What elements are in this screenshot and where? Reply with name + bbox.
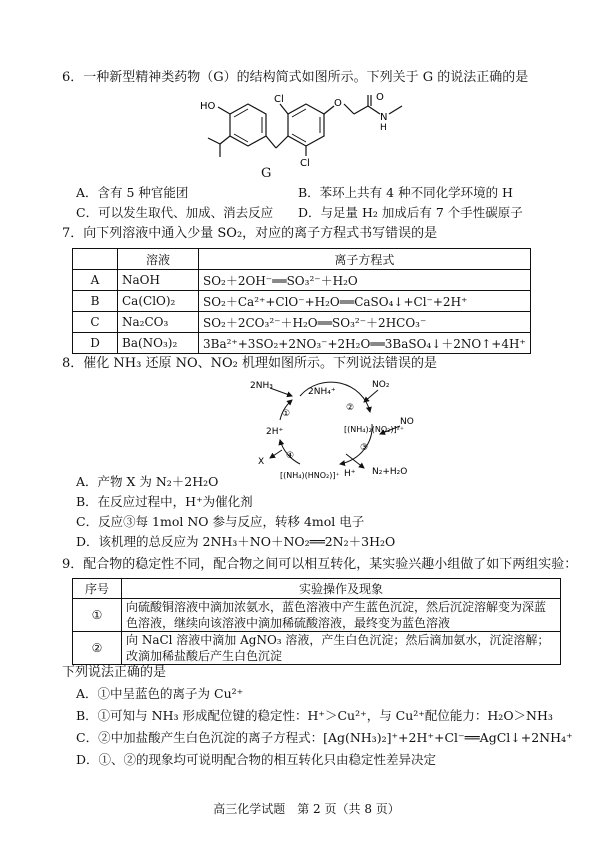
table-cell: A [73, 270, 118, 291]
q8-option-d: D．该机理的总反应为 2NH₃＋NO＋NO₂══2N₂＋3H₂O [76, 534, 396, 549]
table-row [73, 333, 531, 354]
q9-option-c: C．②中加盐酸产生白色沉淀的离子方程式：[Ag(NH₃)₂]⁺+2H⁺+Cl⁻══AgCl↓+2NH₄⁺ [76, 730, 573, 745]
table-cell: B [73, 291, 118, 312]
table-row [73, 312, 531, 333]
q8-mechanism-diagram [240, 372, 430, 484]
table-header-cell: 离子方程式 [199, 249, 531, 270]
table-cell: SO₂＋2OH⁻══SO₃²⁻＋H₂O [199, 270, 531, 291]
diagram-2h-label: 2H⁺ [266, 427, 284, 437]
q8-option-a: A．产物 X 为 N₂＋2H₂O [76, 474, 219, 489]
table-cell: NaOH [118, 270, 199, 291]
table-row [73, 270, 531, 291]
table-cell: D [73, 333, 118, 354]
molecule-label: G [261, 166, 272, 181]
q6-stem: 6．一种新型精神类药物（G）的结构简式如图所示。下列关于 G 的说法正确的是 [62, 70, 529, 85]
diagram-step3-label: ③ [360, 443, 369, 453]
cl-bottom-label: Cl [300, 158, 310, 169]
diagram-step2-label: ② [346, 403, 355, 413]
table-cell: Na₂CO₃ [118, 312, 199, 333]
q9-table [72, 578, 561, 665]
table-cell: SO₂＋2CO₃²⁻＋H₂O══SO₃²⁻＋2HCO₃⁻ [199, 312, 531, 333]
table-cell: 3Ba²⁺+3SO₂+2NO₃⁻+2H₂O══3BaSO₄↓＋2NO↑+4H⁺ [199, 333, 531, 354]
diagram-no-label: NO [400, 417, 414, 427]
amide-h-label: H [380, 123, 387, 133]
q6-option-c: C．可以发生取代、加成、消去反应 [76, 205, 274, 220]
q8-option-c: C．反应③每 1mol NO 参与反应，转移 4mol 电子 [76, 514, 365, 529]
q8-option-b: B．在反应过程中，H⁺为催化剂 [76, 494, 253, 509]
q9-ask: 下列说法正确的是 [62, 665, 167, 680]
q6-option-d: D．与足量 H₂ 加成后有 7 个手性碳原子 [298, 205, 523, 220]
diagram-h-label: H⁺ [344, 469, 356, 479]
table-cell: C [73, 312, 118, 333]
q7-table [72, 248, 531, 354]
table-cell: 向硫酸铜溶液中滴加浓氨水，蓝色溶液中产生蓝色沉淀，然后沉淀溶解变为深蓝色溶液，继续向该溶液中滴加稀硫酸溶液，最终变为蓝色溶液 [122, 599, 561, 632]
table-cell: SO₂＋Ca²⁺+ClO⁻+H₂O══CaSO₄↓+Cl⁻+2H⁺ [199, 291, 531, 312]
table-header-cell: 序号 [73, 579, 122, 599]
page-footer: 高三化学试题 第 2 页（共 8 页） [213, 802, 400, 816]
diagram-complex-label: [(NH₄)₂(NO₂)]²⁺ [344, 425, 405, 434]
carbonyl-o-label: O [376, 92, 384, 103]
diagram-2nh4-label: 2NH₄⁺ [308, 387, 336, 397]
table-header-row [73, 579, 561, 599]
table-cell: 向 NaCl 溶液中滴加 AgNO₃ 溶液，产生白色沉淀；然后滴加氨水，沉淀溶解；改滴加稀盐酸后产生白色沉淀 [122, 632, 561, 665]
q9-option-d: D．①、②的现象均可说明配合物的相互转化只由稳定性差异决定 [76, 752, 437, 767]
table-row [73, 599, 561, 632]
q8-stem: 8．催化 NH₃ 还原 NO、NO₂ 机理如图所示。下列说法错误的是 [62, 356, 438, 371]
q9-stem: 9．配合物的稳定性不同，配合物之间可以相互转化，某实验兴趣小组做了如下两组实验： [62, 557, 578, 572]
q6-option-b: B．苯环上共有 4 种不同化学环境的 H [298, 185, 513, 200]
diagram-products-label: N₂+H₂O [372, 467, 408, 477]
diagram-x-label: X [258, 457, 265, 467]
q9-option-b: B．①可知与 NH₃ 形成配位键的稳定性：H⁺＞Cu²⁺，与 Cu²⁺配位能力：H₂O＞NH₃ [76, 708, 553, 723]
table-row [73, 291, 531, 312]
table-header-row [73, 249, 531, 270]
q9-option-a: A．①中呈蓝色的离子为 Cu²⁺ [76, 686, 244, 701]
amide-n-label: N [380, 112, 388, 123]
q7-stem: 7．向下列溶液中通入少量 SO₂，对应的离子方程式书写错误的是 [62, 226, 438, 241]
diagram-2nh3-label: 2NH₃ [250, 381, 273, 391]
ho-label: HO [200, 101, 216, 112]
q6-option-a: A．含有 5 种官能团 [76, 185, 189, 200]
diagram-step4-label: ④ [286, 451, 295, 461]
table-cell: Ca(ClO)₂ [118, 291, 199, 312]
table-header-cell: 溶液 [118, 249, 199, 270]
diagram-no2-label: NO₂ [372, 380, 390, 390]
diagram-bottom-complex-label: [(NH₄)(HNO₂)]⁺ [280, 471, 340, 480]
cl-top-label: Cl [274, 94, 284, 105]
benzene-ring-right [288, 104, 324, 146]
diagram-step1-label: ① [282, 409, 291, 419]
benzene-ring-left [230, 104, 266, 146]
q6-molecule-structure [190, 92, 430, 187]
table-cell: ① [73, 599, 122, 632]
table-header-cell: 实验操作及现象 [122, 579, 561, 599]
table-cell: ② [73, 632, 122, 665]
ether-o-label: O [334, 98, 342, 109]
table-cell: Ba(NO₃)₂ [118, 333, 199, 354]
table-row [73, 632, 561, 665]
table-header-cell [73, 249, 118, 270]
